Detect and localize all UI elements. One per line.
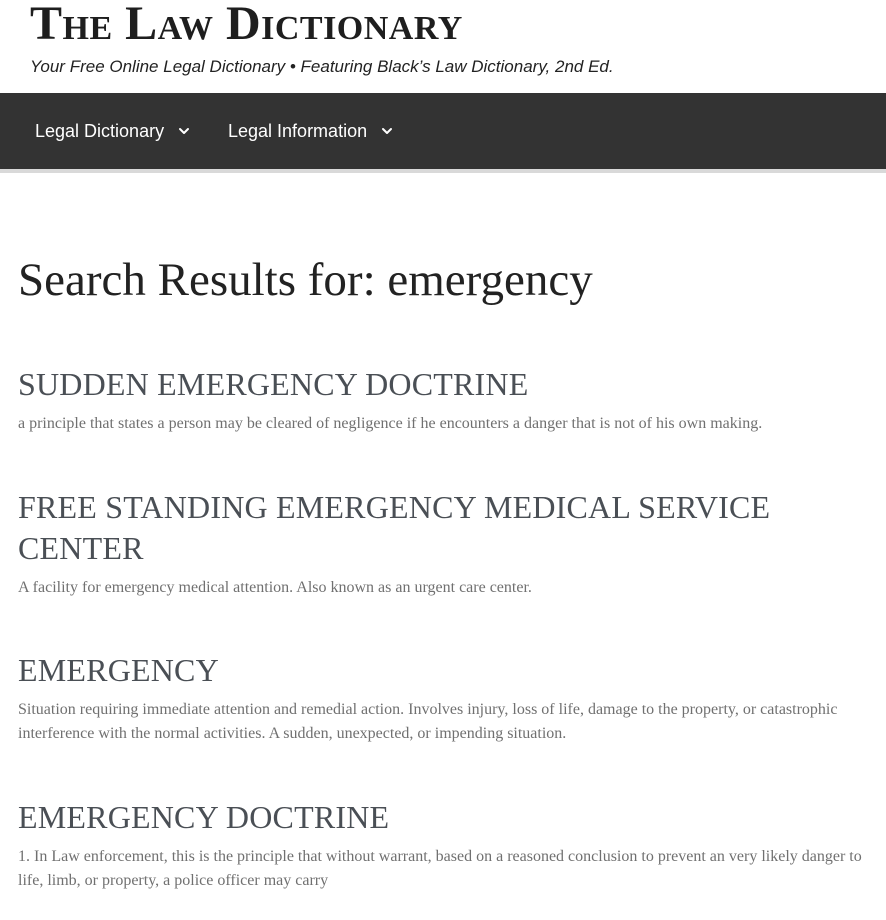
result-title-link[interactable]: EMERGENCY DOCTRINE (18, 799, 390, 835)
nav-item-legal-dictionary[interactable] (35, 93, 190, 169)
result-excerpt: A facility for emergency medical attention. Also known as an urgent care center. (18, 579, 532, 596)
site-header (0, 0, 886, 93)
search-result (18, 364, 884, 436)
result-title-link[interactable]: EMERGENCY (18, 652, 219, 688)
result-title-link[interactable]: FREE STANDING EMERGENCY MEDICAL SERVICE CENTER (18, 489, 771, 566)
main-navigation (0, 93, 886, 169)
site-tagline: Your Free Online Legal Dictionary • Featuring Black’s Law Dictionary, 2nd Ed. (30, 57, 614, 76)
result-excerpt: Situation requiring immediate attention and remedial action. Involves injury, loss of life, damage to the property, or catastrophic interference with the normal activities. A sudden, unexpected, or impending situation. (18, 701, 838, 742)
result-title-link[interactable]: SUDDEN EMERGENCY DOCTRINE (18, 366, 529, 402)
search-result (18, 487, 818, 600)
search-result (18, 650, 884, 746)
search-result (18, 797, 884, 893)
nav-item-legal-information[interactable] (228, 93, 393, 169)
chevron-down-icon (381, 125, 393, 137)
site-title[interactable]: The Law Dictionary (30, 0, 463, 50)
nav-divider (0, 169, 886, 173)
page-title: Search Results for: emergency (18, 254, 593, 306)
nav-item-label: Legal Information (228, 120, 368, 141)
result-excerpt: a principle that states a person may be cleared of negligence if he encounters a danger that is not of his own making. (18, 415, 763, 432)
result-excerpt: 1. In Law enforcement, this is the principle that without warrant, based on a reasoned conclusion to prevent an very likely danger to life, limb, or property, a police officer may carry (18, 848, 862, 889)
chevron-down-icon (178, 125, 190, 137)
nav-item-label: Legal Dictionary (35, 120, 165, 141)
